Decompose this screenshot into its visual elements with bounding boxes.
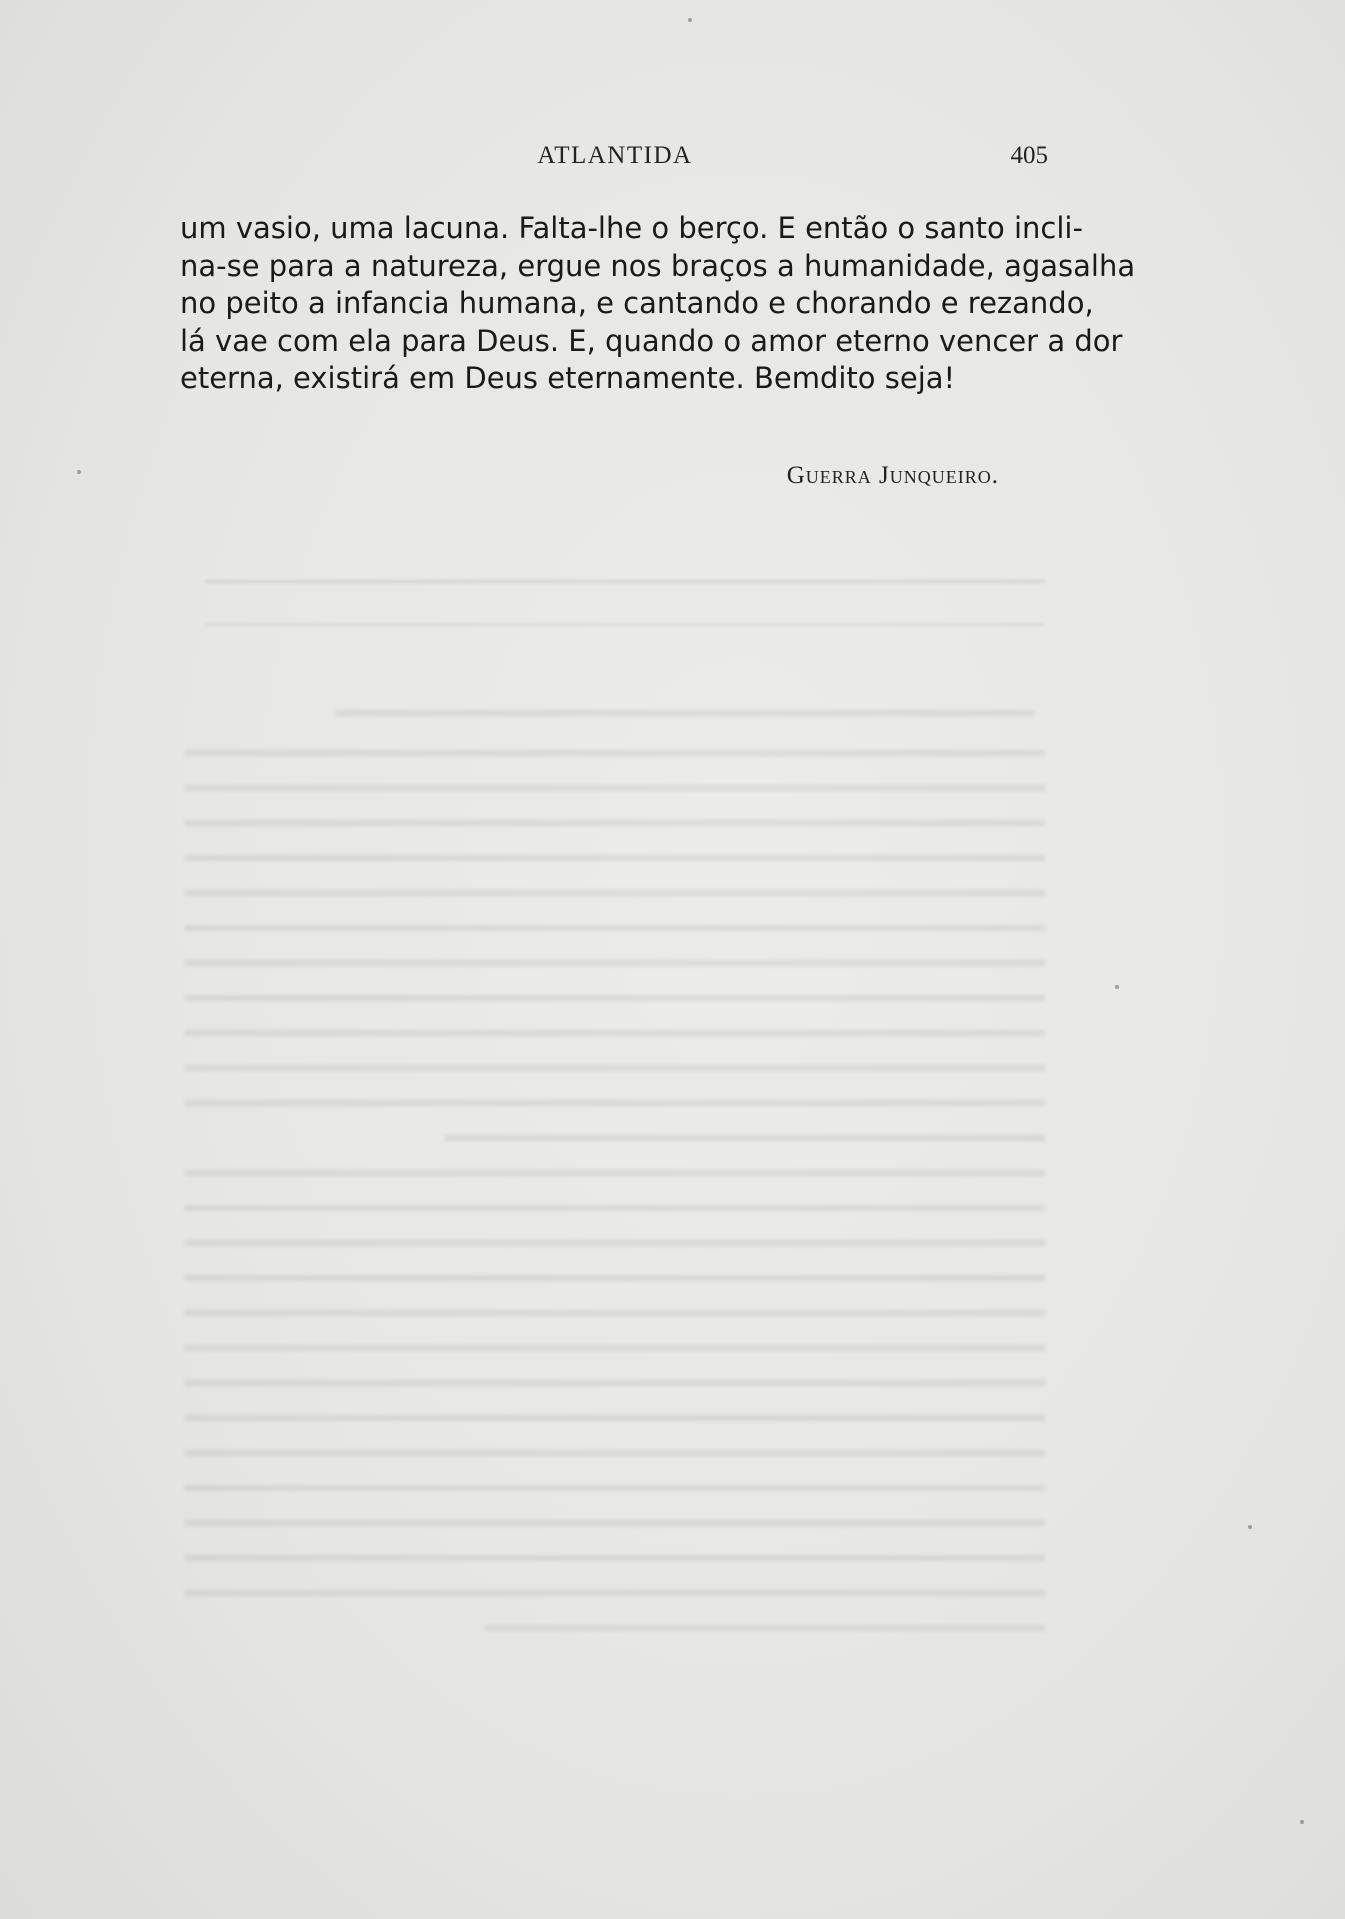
paper-speck	[1248, 1525, 1252, 1529]
show-through-line	[445, 1135, 1045, 1141]
show-through-line	[185, 1450, 1045, 1456]
show-through-line	[185, 750, 1045, 756]
show-through-line	[185, 855, 1045, 861]
show-through-line	[185, 1170, 1045, 1176]
show-through-heading	[205, 580, 1045, 626]
show-through-line	[185, 1030, 1045, 1036]
show-through-line	[485, 1625, 1045, 1631]
running-head	[182, 142, 1048, 182]
show-through-line	[185, 1310, 1045, 1316]
show-through-line	[185, 1065, 1045, 1071]
paper-speck	[688, 18, 692, 22]
paper-speck	[1300, 1820, 1304, 1824]
show-through-line	[185, 1520, 1045, 1526]
show-through-line	[185, 960, 1045, 966]
show-through-line	[185, 1590, 1045, 1596]
text-line: no peito a infancia humana, e cantando e chorando e rezando,	[180, 286, 1094, 320]
show-through-line	[185, 1240, 1045, 1246]
show-through-line	[335, 710, 1035, 716]
show-through-line	[185, 1100, 1045, 1106]
show-through-line	[185, 1485, 1045, 1491]
running-title: ATLANTIDA	[537, 142, 693, 169]
page-number: 405	[1010, 142, 1048, 169]
show-through-line	[185, 1380, 1045, 1386]
author-signature: Guerra Junqueiro.	[786, 462, 999, 489]
show-through-line	[185, 1345, 1045, 1351]
show-through-line	[185, 995, 1045, 1001]
text-line: na-se para a natureza, ergue nos braços a humanidade, agasalha	[180, 248, 1136, 283]
show-through-line	[185, 925, 1045, 931]
text-line: lá vae com ela para Deus. E, quando o amor eterno vencer a dor	[180, 323, 1123, 358]
paper-speck	[1115, 985, 1119, 989]
text-line: um vasio, uma lacuna. Falta-lhe o berço. E então o santo incli-	[180, 211, 1083, 245]
body-paragraph	[180, 210, 1136, 398]
show-through-texture	[185, 560, 1045, 1660]
show-through-line	[185, 1415, 1045, 1421]
text-line: eterna, existirá em Deus eternamente. Bemdito seja!	[180, 361, 956, 395]
show-through-line	[185, 1275, 1045, 1281]
show-through-line	[185, 820, 1045, 826]
show-through-line	[185, 890, 1045, 896]
show-through-line	[185, 785, 1045, 791]
show-through-line	[185, 1205, 1045, 1211]
show-through-line	[185, 1555, 1045, 1561]
paper-speck	[77, 470, 81, 474]
